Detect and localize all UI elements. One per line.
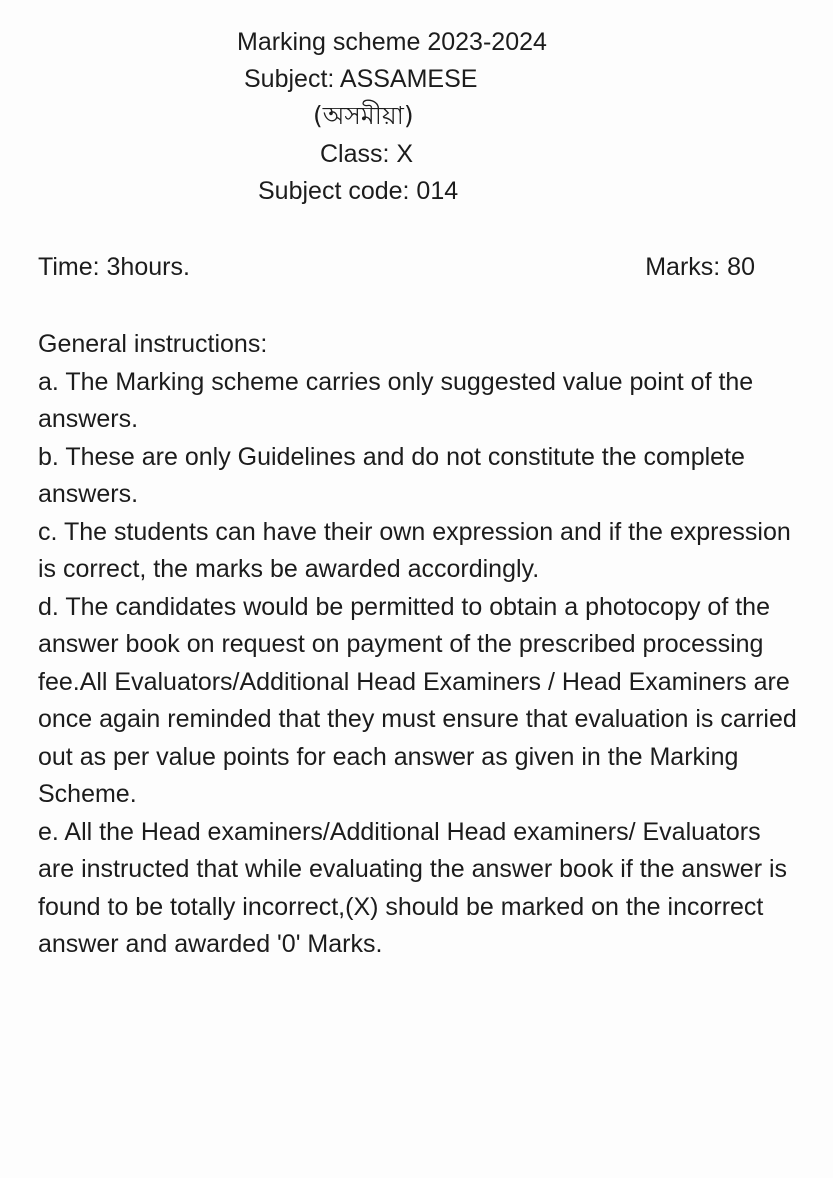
- instruction-item-b: b. These are only Guidelines and do not constitute the complete answers.: [38, 442, 745, 508]
- class-line: Class: X: [320, 140, 414, 168]
- subject-code-line: Subject code: 014: [258, 177, 459, 205]
- instruction-item-a: a. The Marking scheme carries only suggested value point of the answers.: [38, 367, 754, 433]
- instruction-item-d: d. The candidates would be permitted to obtain a photocopy of the answer book on request on payment of the prescribed processing fee.All Evaluators/Additional Head Examiners / Head Examiners are once again reminded that they must ensure that evaluation is carried out as per value points for each answer as given in the Marking Scheme.: [38, 592, 797, 808]
- marks-info: Marks: 80: [645, 253, 755, 281]
- general-instructions: [38, 326, 798, 964]
- time-info: Time: 3hours.: [38, 253, 190, 281]
- instructions-heading: General instructions:: [38, 330, 268, 358]
- instruction-item-e: e. All the Head examiners/Additional Head examiners/ Evaluators are instructed that while evaluating the answer book if the answer is found to be totally incorrect,(X) should be marked on the incorrect answer and awarded '0' Marks.: [38, 817, 788, 958]
- document-title: Marking scheme 2023-2024: [237, 28, 547, 56]
- instruction-item-c: c. The students can have their own expression and if the expression is correct, the marks be awarded accordingly.: [38, 517, 791, 583]
- subject-line: Subject: ASSAMESE: [244, 65, 478, 93]
- subject-native-line: (অসমীয়া): [313, 101, 414, 130]
